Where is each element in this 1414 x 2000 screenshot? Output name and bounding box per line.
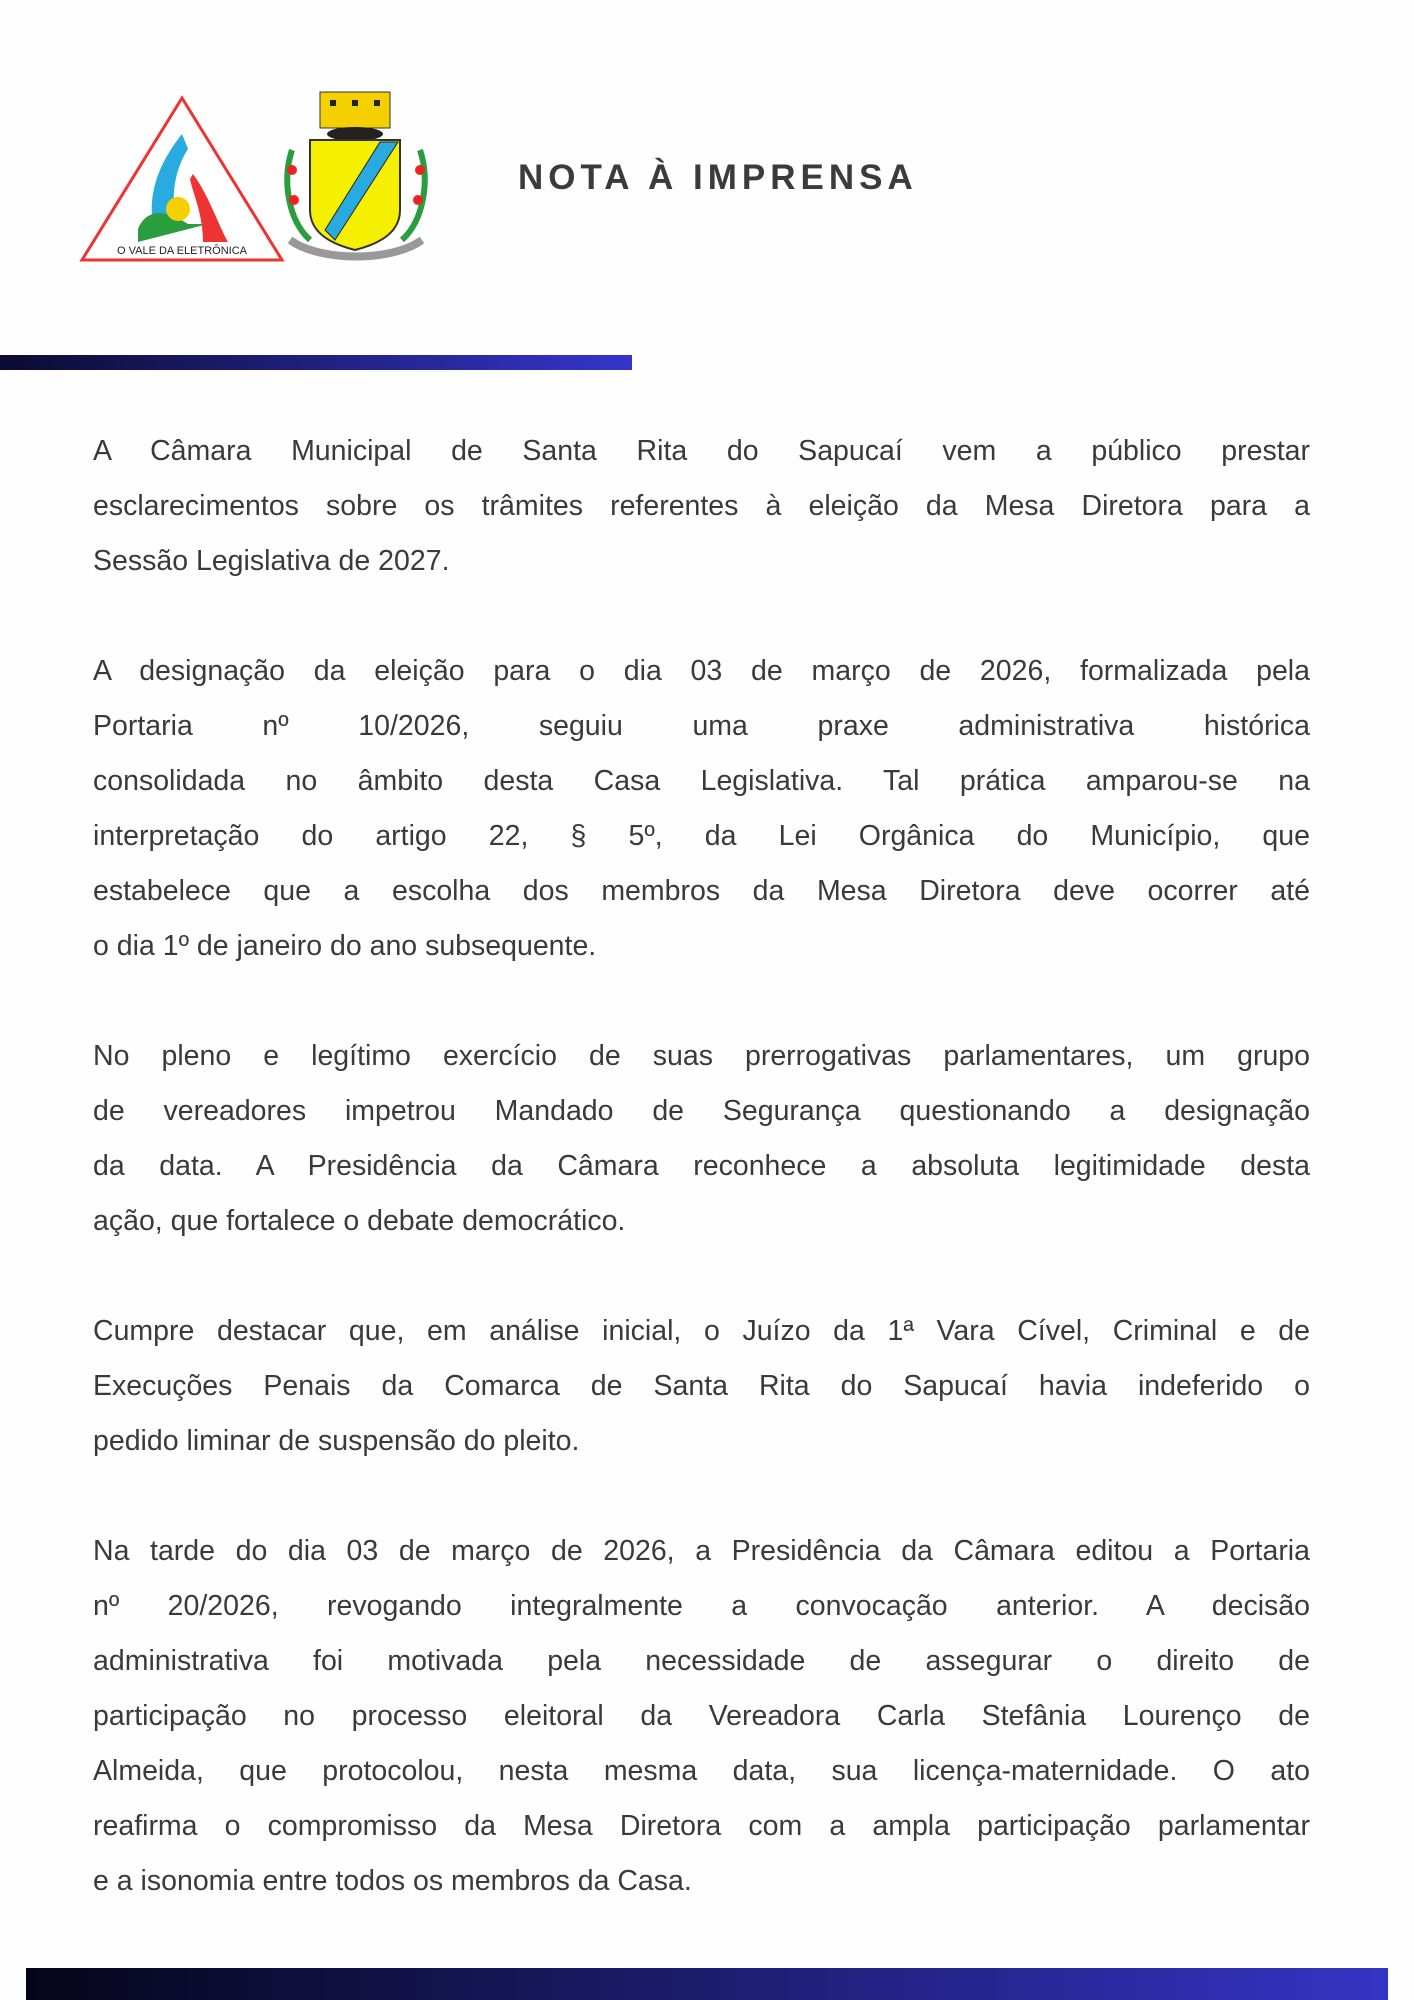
paragraph-intro xyxy=(93,424,1310,589)
text-line: pedido liminar de suspensão do pleito. xyxy=(93,1425,580,1457)
camara-municipal-logo xyxy=(78,94,286,266)
text-line: da data. A Presidência da Câmara reconhece a absoluta legitimidade desta xyxy=(93,1150,1310,1182)
text-line: participação no processo eleitoral da Vereadora Carla Stefânia Lourenço de xyxy=(93,1700,1310,1732)
text-line: estabelece que a escolha dos membros da Mesa Diretora deve ocorrer até xyxy=(93,875,1310,907)
text-line: administrativa foi motivada pela necessidade de assegurar o direito de xyxy=(93,1645,1310,1677)
paragraph-designation xyxy=(93,644,1310,974)
footer-accent-bar xyxy=(26,1968,1388,2000)
text-line: nº 20/2026, revogando integralmente a convocação anterior. A decisão xyxy=(93,1590,1310,1622)
text-line: o dia 1º de janeiro do ano subsequente. xyxy=(93,930,597,962)
text-line: interpretação do artigo 22, § 5º, da Lei Orgânica do Município, que xyxy=(93,820,1310,852)
text-line: A designação da eleição para o dia 03 de março de 2026, formalizada pela xyxy=(93,655,1310,687)
header-accent-bar xyxy=(0,355,632,370)
text-line: Cumpre destacar que, em análise inicial, o Juízo da 1ª Vara Cível, Criminal e de xyxy=(93,1315,1310,1347)
text-line: Portaria nº 10/2026, seguiu uma praxe administrativa histórica xyxy=(93,710,1310,742)
text-line: consolidada no âmbito desta Casa Legislativa. Tal prática amparou-se na xyxy=(93,765,1310,797)
text-line: e a isonomia entre todos os membros da Casa. xyxy=(93,1865,692,1897)
text-line: A Câmara Municipal de Santa Rita do Sapucaí vem a público prestar xyxy=(93,435,1310,467)
text-line: ação, que fortalece o debate democrático. xyxy=(93,1205,626,1237)
municipal-crest-logo xyxy=(280,90,432,264)
text-line: Execuções Penais da Comarca de Santa Rita do Sapucaí havia indeferido o xyxy=(93,1370,1310,1402)
text-line: No pleno e legítimo exercício de suas prerrogativas parlamentares, um grupo xyxy=(93,1040,1310,1072)
svg-text:O VALE DA ELETRÔNICA: O VALE DA ELETRÔNICA xyxy=(116,245,248,257)
page-title: NOTA À IMPRENSA xyxy=(518,158,918,197)
paragraph-court xyxy=(93,1304,1310,1469)
text-line: reafirma o compromisso da Mesa Diretora com a ampla participação parlamentar xyxy=(93,1810,1310,1842)
text-line: Sessão Legislativa de 2027. xyxy=(93,545,450,577)
paragraph-revocation xyxy=(93,1524,1310,1909)
text-line: de vereadores impetrou Mandado de Segurança questionando a designação xyxy=(93,1095,1310,1127)
paragraph-mandado xyxy=(93,1029,1310,1249)
text-line: esclarecimentos sobre os trâmites referentes à eleição da Mesa Diretora para a xyxy=(93,490,1310,522)
text-line: Almeida, que protocolou, nesta mesma data, sua licença-maternidade. O ato xyxy=(93,1755,1310,1787)
text-line: Na tarde do dia 03 de março de 2026, a Presidência da Câmara editou a Portaria xyxy=(93,1535,1310,1567)
press-release-body xyxy=(93,424,1310,1964)
